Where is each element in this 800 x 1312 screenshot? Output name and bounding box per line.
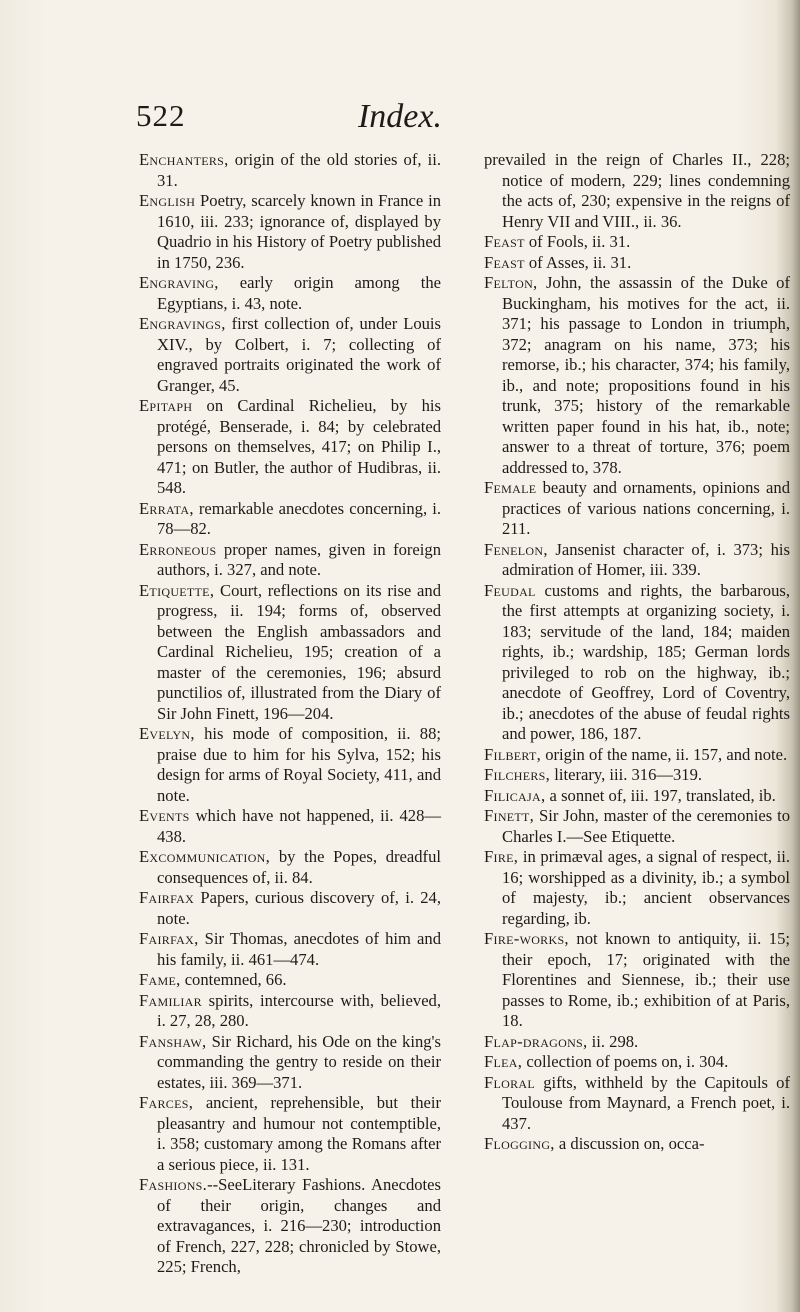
headword: Filchers, xyxy=(484,765,551,784)
index-entry xyxy=(139,581,441,725)
headword: Etiquette, xyxy=(139,580,215,600)
headword: Fire, xyxy=(484,847,519,866)
headword: Excommunication, xyxy=(139,847,271,866)
index-entry xyxy=(139,150,441,191)
entry-text: --SeeLiterary Fashions. Anecdotes of their origin, changes and extravagances, i. 216—230; introduction of French, 227, 228; chronicled by Stowe, 225; French, xyxy=(157,1175,441,1276)
entry-text: collection of poems on, i. 304. xyxy=(522,1052,729,1071)
headword: Farces, xyxy=(139,1093,194,1112)
index-entry xyxy=(484,478,790,540)
entry-text: Sir Thomas, anecdotes of him and his family, ii. 461—474. xyxy=(157,929,441,969)
headword: Feudal xyxy=(484,580,536,600)
page-header xyxy=(0,98,800,138)
headword: Fairfax xyxy=(139,888,195,907)
index-entry xyxy=(139,1032,441,1094)
index-entry xyxy=(484,806,790,847)
index-entry xyxy=(484,1073,790,1135)
entry-text: a discussion on, occa- xyxy=(554,1134,705,1153)
headword: Felton, xyxy=(484,273,538,292)
index-entry xyxy=(484,581,790,745)
index-entry xyxy=(139,273,441,314)
entry-text: Poetry, scarcely known in France in 1610, iii. 233; ignorance of, displayed by Quadrio in his History of Poetry published in 1750, 236. xyxy=(157,191,441,272)
entry-text: not known to antiquity, ii. 15; their epoch, 17; originated with the Florentines and Siennese, ib.; their use passes to Rome, ib.; exhibition of at Paris, 18. xyxy=(502,929,790,1030)
headword: Enchanters, xyxy=(139,150,229,169)
entry-text: origin of the old stories of, ii. 31. xyxy=(157,150,441,190)
headword: Engraving, xyxy=(139,273,219,292)
index-entry xyxy=(139,191,441,273)
entry-text: Papers, curious discovery of, i. 24, note. xyxy=(157,888,441,928)
index-entry xyxy=(484,150,790,232)
headword: Feast xyxy=(484,252,525,272)
index-entry xyxy=(139,314,441,396)
index-entry xyxy=(484,540,790,581)
running-title: Index. xyxy=(357,98,442,135)
headword: Filbert, xyxy=(484,744,542,764)
entry-text: a sonnet of, iii. 197, translated, ib. xyxy=(545,785,776,805)
entry-text: gifts, withheld by the Capitouls of Toulouse from Maynard, a French poet, i. 437. xyxy=(502,1072,790,1133)
headword: Fanshaw, xyxy=(139,1031,207,1051)
index-entry xyxy=(139,847,441,888)
index-entry xyxy=(484,765,790,786)
entry-text: on Cardinal Richelieu, by his protégé, Benserade, i. 84; by celebrated persons on themselves, 417; on Philip I., 471; on Butler, the author of Hudibras, ii. 548. xyxy=(157,396,441,497)
entry-text: his mode of composition, ii. 88; praise due to him for his Sylva, 152; his design for arms of Royal Society, 411, and note. xyxy=(157,724,441,805)
index-entry xyxy=(484,745,790,766)
entry-text: ii. 298. xyxy=(587,1031,639,1051)
index-entry xyxy=(484,847,790,929)
headword: Filicaja, xyxy=(484,785,546,805)
entry-text: literary, iii. 316—319. xyxy=(550,765,703,784)
index-entry xyxy=(139,499,441,540)
index-entry xyxy=(484,253,790,274)
index-entry xyxy=(484,929,790,1032)
headword: Events xyxy=(139,806,190,825)
index-entry xyxy=(484,1052,790,1073)
index-entry xyxy=(484,786,790,807)
index-entry xyxy=(139,929,441,970)
entry-text: origin of the name, ii. 157, and note. xyxy=(541,744,788,764)
entry-text: by the Popes, dreadful consequences of, ii. 84. xyxy=(157,847,441,887)
headword: Evelyn, xyxy=(139,724,195,743)
headword: Engravings, xyxy=(139,314,226,333)
entry-text: John, the assassin of the Duke of Buckingham, his motives for the act, ii. 371; his passage to London in triumph, 372; anagram on his name, 373; his remorse, ib.; his character, 374; his family, ib., and note; propositions found in his trunk, 375; history of the remarkable written paper found in his hat, ib., note; answer to a threat of torture, 376; poem addressed to, 378. xyxy=(502,273,790,477)
headword: Fire-works, xyxy=(484,929,569,948)
entry-text: in primæval ages, a signal of respect, ii. 16; worshipped as a divinity, ib.; a symbol of majesty, ib.; ancient observances regarding, ib. xyxy=(502,847,790,928)
headword: Flea, xyxy=(484,1052,523,1071)
index-entry xyxy=(139,396,441,499)
entry-text: of Fools, ii. 31. xyxy=(524,232,631,251)
entry-text: spirits, intercourse with, believed, i. 27, 28, 280. xyxy=(157,990,441,1030)
entry-text: of Asses, ii. 31. xyxy=(524,252,632,272)
headword: Fame, xyxy=(139,970,181,989)
headword: Erroneous xyxy=(139,539,217,559)
index-entry xyxy=(139,888,441,929)
index-entry xyxy=(484,1134,790,1155)
index-entry xyxy=(484,232,790,253)
headword: English xyxy=(139,191,196,210)
entry-text: beauty and ornaments, opinions and practices of various nations concerning, i. 211. xyxy=(502,478,790,538)
page-number: 522 xyxy=(136,98,186,133)
headword: Female xyxy=(484,478,537,497)
entry-text: customs and rights, the barbarous, the first attempts at organizing society, i. 183; servitude of the land, 184; maiden rights, ib.; wardship, 185; German lords privileged to rob on the highway, ib.; anecdote of Geoffrey, Lord of Coventry, ib.; anecdotes of the abuse of feudal rights and power, 186, 187. xyxy=(502,580,790,743)
entry-text: Court, reflections on its rise and progress, ii. 194; forms of, observed between the English ambassadors and Cardinal Richelieu, 195; creation of a master of the ceremonies, 196; absurd punctilios of, illustrated from the Diary of Sir John Finett, 196—204. xyxy=(157,580,441,723)
headword: Flap-dragons, xyxy=(484,1031,588,1051)
headword: Fairfax, xyxy=(139,929,199,948)
headword: Familiar xyxy=(139,990,202,1010)
entry-text: proper names, given in foreign authors, i. 327, and note. xyxy=(157,539,441,579)
entry-text: early origin among the Egyptians, i. 43, note. xyxy=(157,273,441,313)
headword: Epitaph xyxy=(139,396,193,415)
index-entry xyxy=(484,273,790,478)
entry-text: contemned, 66. xyxy=(180,970,287,989)
index-entry xyxy=(139,991,441,1032)
entry-text: prevailed in the reign of Charles II., 228; notice of modern, 229; lines condemning the acts of, 230; expensive in the reigns of Henry VII and VIII., ii. 36. xyxy=(484,150,790,231)
entry-text: which have not happened, ii. 428—438. xyxy=(157,806,441,846)
index-entry xyxy=(484,1032,790,1053)
headword: Errata, xyxy=(139,498,194,518)
headword: Flogging, xyxy=(484,1134,555,1153)
headword: Finett, xyxy=(484,806,535,825)
headword: Floral xyxy=(484,1072,536,1092)
index-column-right xyxy=(484,150,790,1155)
index-entry xyxy=(139,806,441,847)
headword: Feast xyxy=(484,232,525,251)
index-entry xyxy=(139,1175,441,1278)
index-column-left xyxy=(139,150,441,1278)
entry-text: Sir Richard, his Ode on the king's commanding the gentry to reside on their estates, iii. 369—371. xyxy=(157,1031,441,1092)
headword: Fashions. xyxy=(139,1175,208,1194)
entry-text: ancient, reprehensible, but their pleasantry and humour not contemptible, i. 358; customary among the Romans after a serious piece, ii. 131. xyxy=(157,1093,441,1174)
entry-text: Jansenist character of, i. 373; his admiration of Homer, iii. 339. xyxy=(502,539,790,579)
entry-text: first collection of, under Louis XIV., by Colbert, i. 7; collecting of engraved portraits originated the work of Granger, 45. xyxy=(157,314,441,395)
index-entry xyxy=(139,970,441,991)
headword: Fenelon, xyxy=(484,539,548,559)
index-entry xyxy=(139,540,441,581)
entry-text: remarkable anecdotes concerning, i. 78—82. xyxy=(157,498,441,538)
index-entry xyxy=(139,724,441,806)
entry-text: Sir John, master of the ceremonies to Charles I.—See Etiquette. xyxy=(502,806,790,846)
index-entry xyxy=(139,1093,441,1175)
